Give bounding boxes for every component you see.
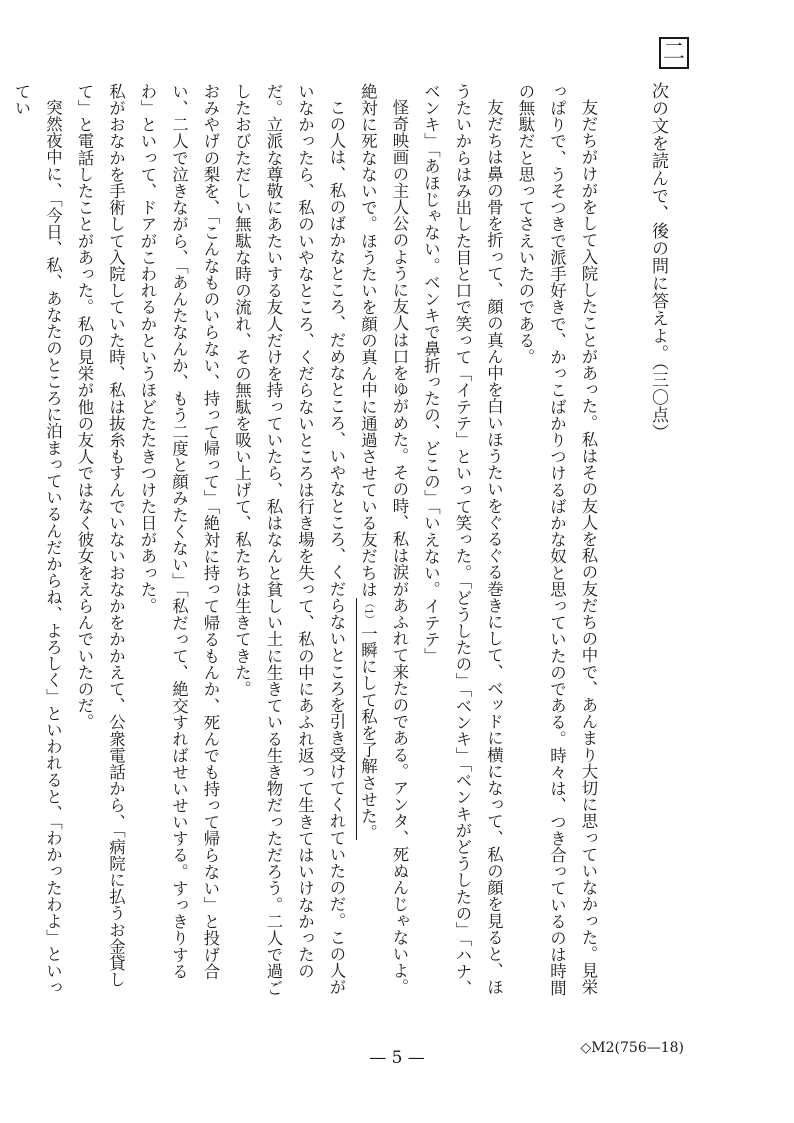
paragraph-3 (352, 83, 415, 1003)
question-number: 二 (662, 40, 685, 65)
paragraph-3-text: 怪奇映画の主人公のように友人は口をゆがめた。その時、私は涙があふれて来たのである。アンタ、死ぬんじゃないよ。絶対に死なないで。ほうたいを顔の真ん中に通過させている友だちは (358, 83, 409, 996)
paragraph-2: 友だちは鼻の骨を折って、顔の真ん中を白いほうたいをぐるぐる巻きにして、ベッドに横になって、私の顔を見ると、ほうたいからはみ出した目と口で笑って「イテテ」といって笑った。「どうしたの」「ベンキ」「ベンキがどうしたの」「ハナ、ベンキ」「あほじゃない。ベンキで鼻折ったの、どこの」「いえない。イテテ」 (421, 83, 504, 997)
paragraph-7: 突然夜中に、「今日、私、あなたのところに泊まっているんだからね、よろしく」といわれると、「わかったわよ」といってい (12, 83, 63, 996)
underline-number: （1） (362, 597, 374, 625)
paragraph-1: 友だちがけがをして入院したことがあった。私はその友人を私の友だちの中で、あんまり大切に思っていなかった。見栄っぱりで、うそつきで派手好きで、かっこばかりつけるばかな奴と思っていたのである。時々は、つき合っているのは時間の無駄だと思ってさえいたのである。 (516, 83, 598, 996)
passage (14, 83, 604, 1003)
paragraph-6: 私がおなかを手術して入院していた時、私は抜糸もすんでいないおなかをかかえて、公衆電話から、「病院に払うお金貸して」と電話したことがあった。私の見栄が他の友人ではなく彼女をえらんでいたのだ。 (75, 83, 126, 988)
instruction: 次の文を読んで、後の問に答えよ。（三〇点） (648, 82, 668, 441)
paragraph-5: おみやげの梨を、「こんなものいらない、持って帰って」「絶対に持って帰るもんか、死んでも持って帰らない」と投げ合い、二人で泣きながら、「あんたなんか、もう二度と顔みたくない」「私だって、絶交すればせいせいする。すっきりするわ」といって、ドアがこわれるかというほどたたきつけた日があった。 (138, 83, 220, 980)
page-code: ◇M2(756—18) (580, 1040, 684, 1056)
page-number: — 5 — (369, 1048, 425, 1068)
question-number-box (659, 37, 689, 69)
paragraph-4: この人は、私のばかなところ、だめなところ、いやなところ、くだらないところを引き受けてくれていたのだ。この人がいなかったら、私のいやなところ、くだらないところは行き場を失って、私の中にあふれ返って生きてはいけなかったのだ。立派な尊敬にあたいする友人だけを持っていたら、私はなんと貧しい土に生きている生き物だっただろう。二人で過ごしたおびただしい無駄な時の流れ、その無駄を吸い上げて、私たちは生きてきた。 (232, 83, 346, 996)
underline-text: 一瞬にして私を了解させた。 (358, 624, 378, 841)
underlined-passage-1 (356, 598, 378, 841)
